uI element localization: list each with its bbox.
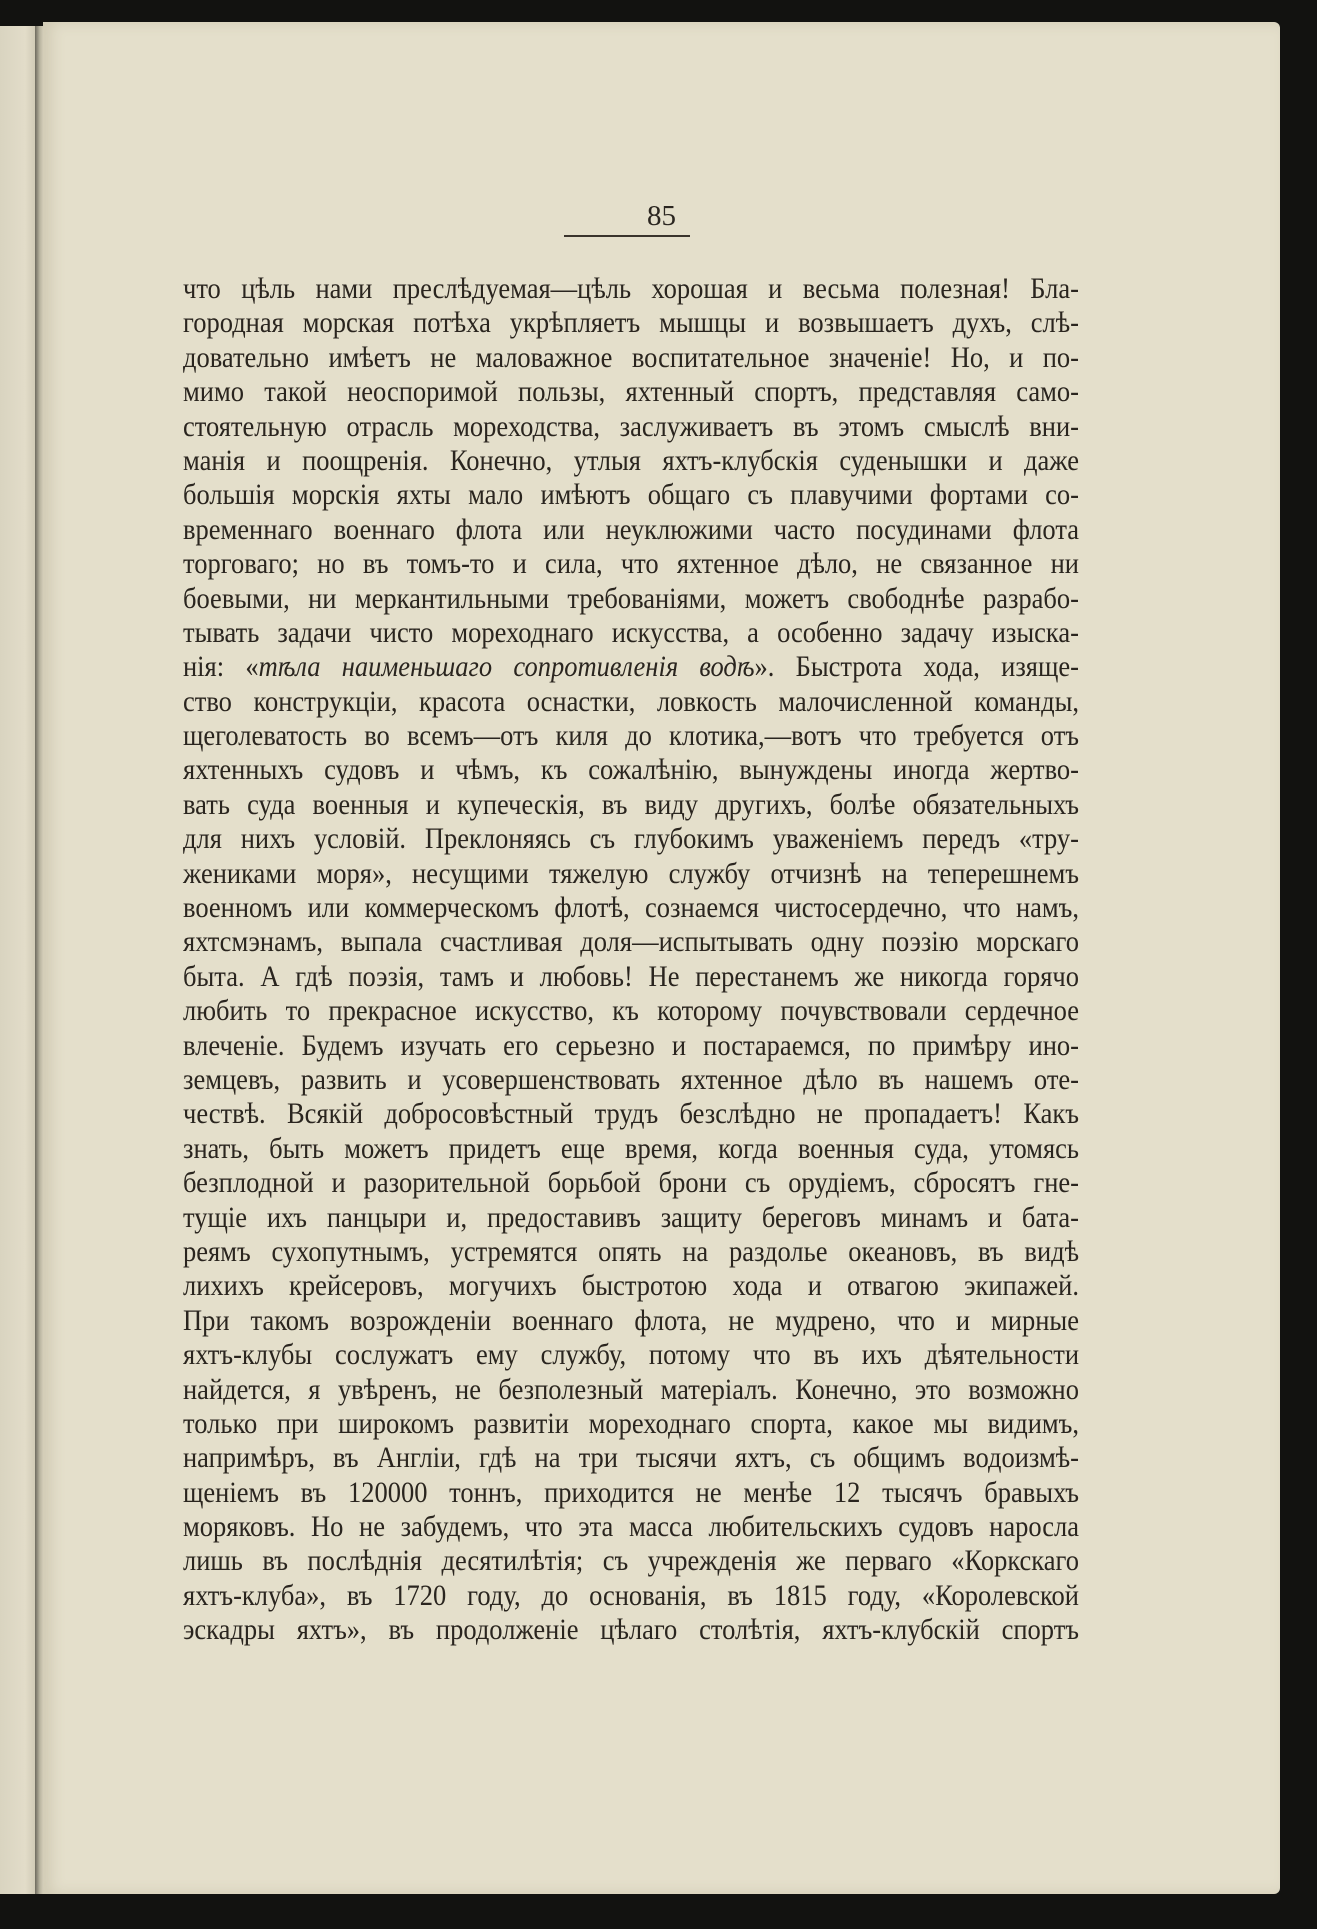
text-line: яхтсмэнамъ, выпала счастливая доля—испытывать одну поэзію морскаго	[183, 924, 1079, 959]
text-line: При такомъ возрожденіи военнаго флота, не мудрено, что и мирные	[183, 1302, 1079, 1337]
text-line: яхтъ-клубы сослужатъ ему службу, потому что въ ихъ дѣятельности	[183, 1337, 1079, 1371]
text-line: что цѣль нами преслѣдуемая—цѣль хорошая и весьма полезная! Бла-	[183, 271, 1079, 305]
text-line: манія и поощренія. Конечно, утлыя яхтъ-клубскія суденышки и даже	[183, 443, 1079, 477]
text-segment: нія: «	[183, 649, 259, 684]
text-line: большія морскія яхты мало имѣютъ общаго съ плавучими фортами со-	[183, 477, 1079, 512]
text-line: для нихъ условій. Преклоняясь съ глубокимъ уваженіемъ передъ «тру-	[183, 821, 1079, 856]
italic-quote: тѣла наименьшаго сопротивленія водѣ	[258, 649, 755, 684]
text-line: тывать задачи чисто мореходнаго искусства, а особенно задачу изыска-	[183, 615, 1079, 649]
text-line: довательно имѣетъ не маловажное воспитательное значеніе! Но, и по-	[183, 339, 1079, 374]
text-line: лихихъ крейсеровъ, могучихъ быстротою хода и отвагою экипажей.	[183, 1268, 1079, 1303]
text-segment: ». Быстрота хода, изяще-	[754, 649, 1079, 684]
page-number: 85	[647, 200, 676, 232]
text-line	[183, 647, 1079, 686]
text-line: городная морская потѣха укрѣпляетъ мышцы и возвышаетъ духъ, слѣ-	[183, 305, 1079, 340]
text-line: военномъ или коммерческомъ флотѣ, сознаемся чистосердечно, что намъ,	[183, 890, 1079, 924]
text-line: временнаго военнаго флота или неуклюжими часто посудинами флота	[183, 511, 1079, 546]
text-line: ство конструкціи, красота оснастки, ловкость малочисленной команды,	[183, 683, 1079, 718]
text-line: знать, быть можетъ придетъ еще время, когда военныя суда, утомясь	[183, 1130, 1079, 1165]
book-page	[43, 22, 1280, 1894]
text-line: мимо такой неоспоримой пользы, яхтенный спортъ, представляя само-	[183, 374, 1079, 408]
text-line: земцевъ, развить и усовершенствовать яхтенное дѣло въ нашемъ оте-	[183, 1062, 1079, 1096]
text-line: влеченіе. Будемъ изучать его серьезно и постараемся, по примѣру ино-	[183, 1027, 1079, 1062]
text-line: яхтенныхъ судовъ и чѣмъ, къ сожалѣнію, вынуждены иногда жертво-	[183, 752, 1079, 787]
text-line: боевыми, ни меркантильными требованіями, можетъ свободнѣе разрабо-	[183, 580, 1079, 615]
text-line: эскадры яхтъ», въ продолженіе цѣлаго столѣтія, яхтъ-клубскій спортъ	[183, 1612, 1079, 1647]
text-line: стоятельную отрасль мореходства, заслуживаетъ въ этомъ смыслѣ вни-	[183, 408, 1079, 443]
text-line: щеніемъ въ 120000 тоннъ, приходится не менѣе 12 тысячъ бравыхъ	[183, 1474, 1079, 1509]
text-line: найдется, я увѣренъ, не безполезный матеріалъ. Конечно, это возможно	[183, 1371, 1079, 1406]
body-text	[183, 271, 1079, 1647]
text-line: реямъ сухопутнымъ, устремятся опять на раздолье океановъ, въ видѣ	[183, 1234, 1079, 1268]
text-line: моряковъ. Но не забудемъ, что эта масса любительскихъ судовъ наросла	[183, 1509, 1079, 1543]
text-line: быта. А гдѣ поэзія, тамъ и любовь! Не перестанемъ же никогда горячо	[183, 958, 1079, 993]
text-line: лишь въ послѣднія десятилѣтія; съ учрежденія же перваго «Коркскаго	[183, 1543, 1079, 1578]
header-rule	[564, 235, 690, 237]
text-line: вать суда военныя и купеческія, въ виду другихъ, болѣе обязательныхъ	[183, 787, 1079, 821]
text-line: жениками моря», несущими тяжелую службу отчизнѣ на теперешнемъ	[183, 855, 1079, 890]
text-line: чествѣ. Всякій добросовѣстный трудъ безслѣдно не пропадаетъ! Какъ	[183, 1096, 1079, 1131]
text-line: напримѣръ, въ Англіи, гдѣ на три тысячи яхтъ, съ общимъ водоизмѣ-	[183, 1440, 1079, 1475]
text-line: торговаго; но въ томъ-то и сила, что яхтенное дѣло, не связанное ни	[183, 546, 1079, 580]
text-line: любить то прекрасное искусство, къ которому почувствовали сердечное	[183, 993, 1079, 1027]
text-line: тущіе ихъ панцыри и, предоставивъ защиту береговъ минамъ и бата-	[183, 1199, 1079, 1234]
book-gutter	[35, 26, 43, 1894]
previous-page-edge	[0, 26, 36, 1894]
text-line: щеголеватость во всемъ—отъ киля до клотика,—вотъ что требуется отъ	[183, 718, 1079, 752]
text-line: безплодной и разорительной борьбой брони съ орудіемъ, сбросятъ гне-	[183, 1165, 1079, 1199]
text-line: яхтъ-клуба», въ 1720 году, до основанія, въ 1815 году, «Королевской	[183, 1578, 1079, 1612]
text-line: только при широкомъ развитіи мореходнаго спорта, какое мы видимъ,	[183, 1406, 1079, 1440]
